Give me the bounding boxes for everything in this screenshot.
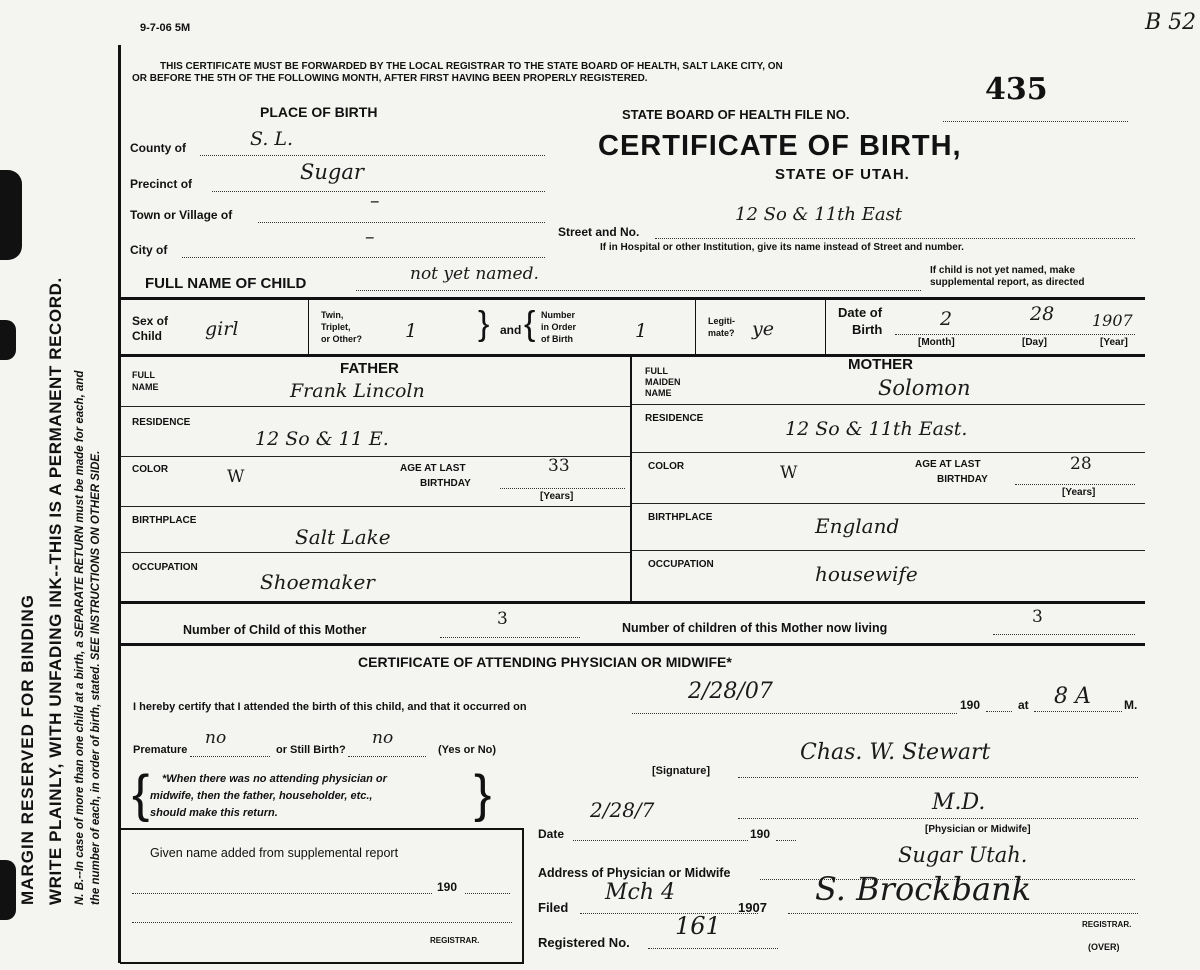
side-nb-text-2: the number of each, in order of birth, stated. SEE INSTRUCTIONS ON OTHER SIDE. xyxy=(90,450,102,905)
town-label: Town or Village of xyxy=(130,208,233,222)
mother-occupation-value: housewife xyxy=(815,562,918,586)
father-age-value: 33 xyxy=(548,456,570,476)
file-line xyxy=(943,121,1128,122)
file-number: 435 xyxy=(985,72,1048,107)
street-line xyxy=(655,238,1135,239)
town-line xyxy=(258,222,545,223)
child-number-label: Number of Child of this Mother xyxy=(183,623,367,637)
side-margin-text: MARGIN RESERVED FOR BINDING xyxy=(18,594,37,905)
note-brace-left: { xyxy=(132,765,150,823)
birth-year-prefix: 190 xyxy=(960,698,981,712)
row-rule xyxy=(120,406,630,407)
precinct-value: Sugar xyxy=(300,160,364,184)
father-occupation-label: OCCUPATION xyxy=(132,562,198,573)
yes-no-label: (Yes or No) xyxy=(438,744,497,756)
father-name-label-1: FULL xyxy=(132,370,155,380)
order-label-3: of Birth xyxy=(541,334,573,344)
rule-top-child xyxy=(120,297,1145,300)
row-rule xyxy=(120,552,630,553)
certificate-title: CERTIFICATE OF BIRTH, xyxy=(598,130,962,162)
legit-value: ye xyxy=(752,318,774,340)
father-age-line xyxy=(500,488,625,489)
mother-name-label-1: FULL xyxy=(645,366,668,376)
premature-line xyxy=(190,756,270,757)
row-rule xyxy=(120,506,630,507)
binding-hole xyxy=(0,860,16,920)
dob-month: 2 xyxy=(940,308,953,330)
m-label: M. xyxy=(1124,698,1138,712)
note-brace-right: } xyxy=(474,765,492,823)
supplemental-line xyxy=(132,893,432,894)
mother-age-label-1: AGE AT LAST xyxy=(915,459,981,470)
over-label: (OVER) xyxy=(1088,942,1120,952)
city-value: – xyxy=(365,226,375,248)
binding-hole xyxy=(0,170,22,260)
file-label: STATE BOARD OF HEALTH FILE NO. xyxy=(622,107,850,122)
and-label: and xyxy=(500,323,522,337)
mother-age-label-2: BIRTHDAY xyxy=(937,474,988,485)
rule-physician-top xyxy=(120,643,1145,646)
mother-birthplace-value: England xyxy=(815,514,900,538)
father-occupation-value: Shoemaker xyxy=(260,570,375,594)
mother-birthplace-label: BIRTHPLACE xyxy=(648,512,713,523)
note-line-2: midwife, then the father, householder, etc., xyxy=(150,790,373,802)
address-label: Address of Physician or Midwife xyxy=(538,866,731,880)
at-label: at xyxy=(1018,698,1029,712)
certify-text: I hereby certify that I attended the birth of this child, and that it occurred on xyxy=(133,701,527,713)
binding-hole xyxy=(0,320,16,360)
city-label: City of xyxy=(130,243,168,257)
order-value: 1 xyxy=(635,320,648,342)
binding-margin xyxy=(0,0,120,970)
mother-age-line xyxy=(1015,484,1135,485)
birth-date-line xyxy=(632,713,957,714)
hospital-note: If in Hospital or other Institution, give its name instead of Street and number. xyxy=(600,242,964,253)
living-label: Number of children of this Mother now living xyxy=(622,621,888,635)
mother-residence-label: RESIDENCE xyxy=(645,413,704,424)
twin-brace: } xyxy=(478,305,490,343)
child-divider xyxy=(308,300,309,354)
child-divider xyxy=(695,300,696,354)
physician-midwife-label: [Physician or Midwife] xyxy=(925,824,1031,835)
mother-name-label-2: MAIDEN xyxy=(645,377,681,387)
row-rule xyxy=(632,503,1145,504)
father-age-label-2: BIRTHDAY xyxy=(420,478,471,489)
order-label-2: in Order xyxy=(541,322,577,332)
full-name-line xyxy=(356,290,921,291)
father-name-value: Frank Lincoln xyxy=(290,380,425,402)
row-rule xyxy=(632,404,1145,405)
corner-mark: B 52 xyxy=(1145,10,1197,35)
rule-parents-bottom xyxy=(120,601,1145,604)
mother-color-value: W xyxy=(780,463,798,483)
parents-divider xyxy=(630,356,632,601)
signature-line xyxy=(738,777,1138,778)
mother-occupation-label: OCCUPATION xyxy=(648,559,714,570)
county-value: S. L. xyxy=(250,128,294,150)
birth-date-value: 2/28/07 xyxy=(688,679,773,704)
father-residence-label: RESIDENCE xyxy=(132,417,191,428)
sex-label-2: Child xyxy=(132,329,162,343)
supplemental-year-line xyxy=(465,893,510,894)
rule-top-parents xyxy=(120,354,1145,357)
city-line xyxy=(182,257,545,258)
twin-label-2: Triplet, xyxy=(321,322,351,332)
child-number-value: 3 xyxy=(497,609,508,629)
father-color-value: W xyxy=(227,467,245,487)
mother-heading: MOTHER xyxy=(848,356,913,373)
county-label: County of xyxy=(130,141,186,155)
legit-label-1: Legiti- xyxy=(708,316,735,326)
not-named-note-1: If child is not yet named, make xyxy=(930,265,1076,276)
registered-line xyxy=(648,948,778,949)
living-line xyxy=(993,634,1135,635)
mother-color-label: COLOR xyxy=(648,461,685,472)
full-name-value: not yet named. xyxy=(410,264,539,284)
registered-label: Registered No. xyxy=(538,935,630,950)
not-named-note-2: supplemental report, as directed xyxy=(930,277,1085,288)
date-year-line xyxy=(776,840,796,841)
living-value: 3 xyxy=(1032,607,1043,627)
stillbirth-line xyxy=(348,756,426,757)
order-brace: { xyxy=(524,305,536,343)
date-signed-value: 2/28/7 xyxy=(590,798,655,822)
place-heading: PLACE OF BIRTH xyxy=(260,104,378,120)
premature-value: no xyxy=(205,728,227,748)
year-label: [Year] xyxy=(1100,337,1128,348)
title-line xyxy=(738,818,1138,819)
note-line-3: should make this return. xyxy=(150,807,278,819)
side-write-text: WRITE PLAINLY, WITH UNFADING INK--THIS IS A PERMANENT RECORD. xyxy=(46,277,65,905)
day-label: [Day] xyxy=(1022,337,1048,348)
registrar-label: REGISTRAR. xyxy=(1082,920,1132,929)
father-birthplace-value: Salt Lake xyxy=(295,525,391,549)
signature-value: Chas. W. Stewart xyxy=(800,740,991,765)
header-notice-1: THIS CERTIFICATE MUST BE FORWARDED BY THE LOCAL REGISTRAR TO THE STATE BOARD OF HEALTH, SALT LAKE CITY, ON xyxy=(160,61,783,72)
street-label: Street and No. xyxy=(558,225,640,239)
physician-heading: CERTIFICATE OF ATTENDING PHYSICIAN OR MIDWIFE* xyxy=(358,654,732,670)
registered-value: 161 xyxy=(675,912,721,940)
mother-years-label: [Years] xyxy=(1062,487,1096,498)
dob-line xyxy=(895,334,1135,335)
county-line xyxy=(200,155,545,156)
signature-label: [Signature] xyxy=(652,765,711,777)
supplemental-registrar-label: REGISTRAR. xyxy=(430,936,480,945)
mother-age-value: 28 xyxy=(1070,454,1092,474)
father-residence-value: 12 So & 11 E. xyxy=(255,428,389,450)
father-age-label-1: AGE AT LAST xyxy=(400,463,466,474)
row-rule xyxy=(632,550,1145,551)
father-name-label-2: NAME xyxy=(132,382,159,392)
registrar-signature: S. Brockbank xyxy=(815,870,1032,908)
dob-day: 28 xyxy=(1030,303,1055,325)
row-rule xyxy=(632,452,1145,453)
date-line xyxy=(573,840,748,841)
order-label-1: Number xyxy=(541,310,576,320)
town-value: – xyxy=(370,190,380,212)
note-line-1: *When there was no attending physician or xyxy=(162,773,387,785)
title-value: M.D. xyxy=(932,790,986,815)
birth-year-line xyxy=(986,711,1012,712)
father-birthplace-label: BIRTHPLACE xyxy=(132,515,197,526)
filed-label: Filed xyxy=(538,900,569,915)
time-value: 8 A xyxy=(1054,684,1091,709)
supplemental-year-prefix: 190 xyxy=(437,880,458,894)
supplemental-registrar-line xyxy=(132,922,512,923)
full-name-label: FULL NAME OF CHILD xyxy=(145,275,307,292)
street-value: 12 So & 11th East xyxy=(735,204,903,225)
filed-value: Mch 4 xyxy=(605,880,676,905)
twin-label-1: Twin, xyxy=(321,310,344,320)
header-notice-2: OR BEFORE THE 5TH OF THE FOLLOWING MONTH, AFTER FIRST HAVING BEEN PROPERLY REGISTERED. xyxy=(132,73,648,84)
twin-label-3: or Other? xyxy=(321,334,363,344)
registrar-line xyxy=(788,913,1138,914)
address-value: Sugar Utah. xyxy=(898,843,1028,867)
sex-value: girl xyxy=(205,318,239,340)
legit-label-2: mate? xyxy=(708,328,735,338)
precinct-label: Precinct of xyxy=(130,177,193,191)
supplemental-heading: Given name added from supplemental report xyxy=(150,846,399,860)
sex-label-1: Sex of xyxy=(132,314,169,328)
twin-value: 1 xyxy=(405,320,418,342)
mother-name-label-3: NAME xyxy=(645,388,672,398)
premature-label: Premature xyxy=(133,744,188,756)
filed-line xyxy=(580,913,758,914)
stillbirth-label: or Still Birth? xyxy=(276,744,346,756)
state-label: STATE OF UTAH. xyxy=(775,166,910,183)
date-label: Date xyxy=(538,827,565,841)
filed-year: 1907 xyxy=(738,900,767,915)
mother-name-value: Solomon xyxy=(878,376,971,400)
time-line xyxy=(1034,711,1122,712)
form-left-border xyxy=(118,45,121,963)
child-number-line xyxy=(440,637,580,638)
dob-label-1: Date of xyxy=(838,305,883,320)
father-color-label: COLOR xyxy=(132,464,169,475)
stillbirth-value: no xyxy=(372,728,394,748)
child-divider xyxy=(825,300,826,354)
father-heading: FATHER xyxy=(340,360,399,377)
side-nb-text-1: N. B.--In case of more than one child at a birth, a SEPARATE RETURN must be made for each, and xyxy=(74,370,86,905)
dob-label-2: Birth xyxy=(852,322,883,337)
date-year-prefix: 190 xyxy=(750,827,771,841)
mother-residence-value: 12 So & 11th East. xyxy=(785,418,968,440)
month-label: [Month] xyxy=(918,337,955,348)
dob-year: 1907 xyxy=(1092,311,1133,330)
father-years-label: [Years] xyxy=(540,491,574,502)
corner-note: 9-7-06 5M xyxy=(140,22,191,34)
